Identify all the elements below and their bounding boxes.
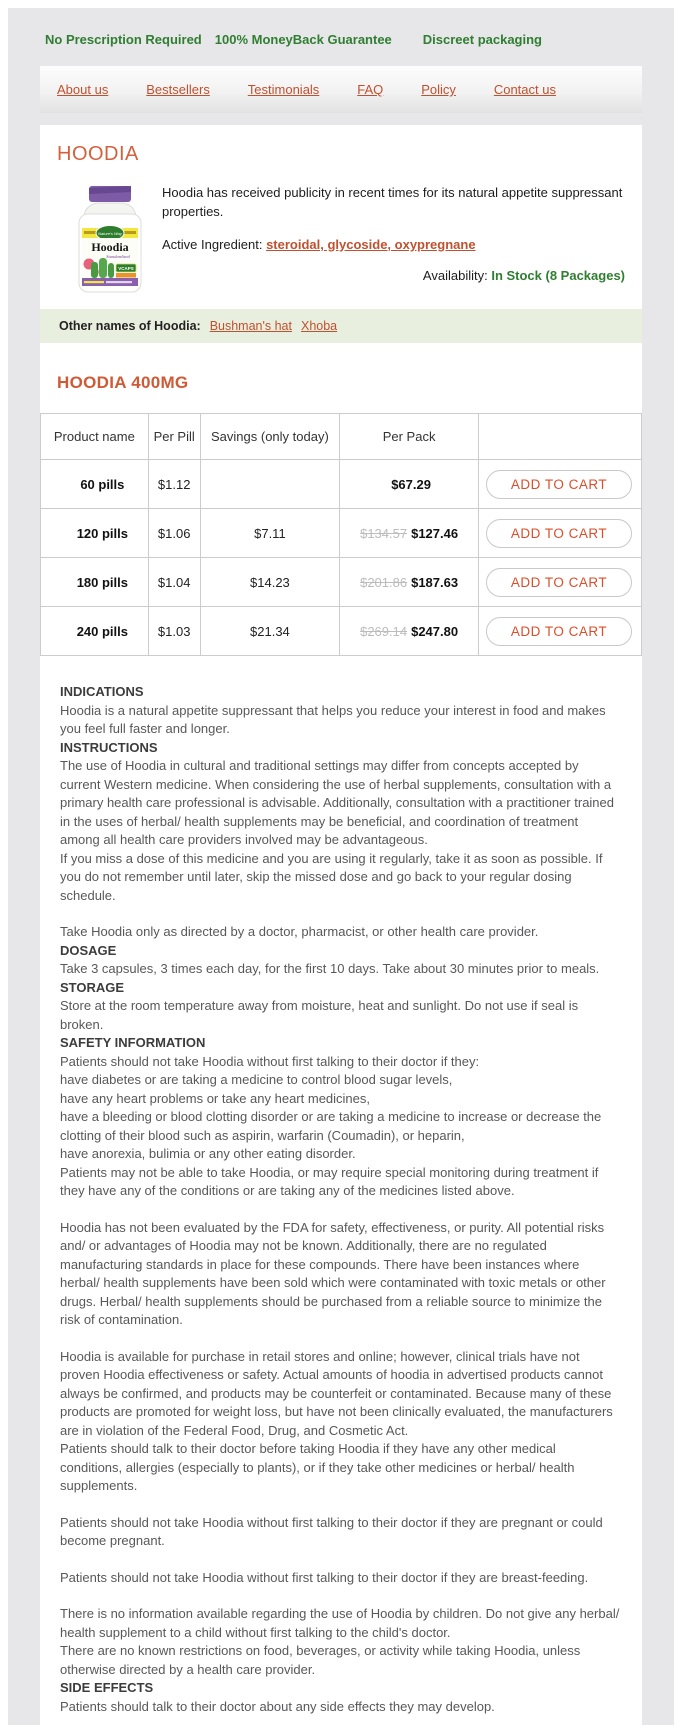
paragraph-spacer (60, 1330, 621, 1348)
section-paragraph: Take Hoodia only as directed by a doctor, pharmacist, or other health care provider. (60, 924, 539, 939)
column-savings: Savings (only today) (200, 414, 340, 460)
pack-name: 60 pills (41, 460, 149, 509)
paragraph-spacer (60, 1551, 621, 1569)
section-heading: INSTRUCTIONS (60, 739, 158, 755)
section-paragraph: have diabetes or are taking a medicine to control blood sugar levels, (60, 1072, 453, 1087)
section-paragraph: Hoodia has not been evaluated by the FDA for safety, effectiveness, or purity. All potential risks and/ or advantages of Hoodia may not be known. Additionally, there are no regulated manufacturing standards in place for these compounds. There have been instances where herbal/ health supplements have been sold which were contaminated with toxic metals or other drugs. Herbal/ health supplements should be purchased from a reliable source to minimize the risk of contamination. (60, 1219, 606, 1327)
active-ingredient-line (162, 237, 625, 252)
page-title: HOODIA (57, 143, 139, 165)
section-paragraph: Take 3 capsules, 3 times each day, for the first 10 days. Take about 30 minutes prior to meals. (60, 961, 600, 976)
add-to-cart-button[interactable]: ADD TO CART (486, 568, 632, 597)
pack-name: 180 pills (41, 558, 149, 607)
section-paragraph: Patients should not take Hoodia without first talking to their doctor if they: (60, 1053, 480, 1069)
old-price: $269.14 (360, 623, 408, 639)
pricing-header-row (41, 414, 642, 460)
section-paragraph: Patients should talk to their doctor about any side effects they may develop. (60, 1698, 495, 1714)
add-to-cart-button[interactable]: ADD TO CART (486, 519, 632, 548)
cart-cell (479, 558, 642, 607)
pricing-table (40, 413, 642, 656)
pack-name: 240 pills (41, 607, 149, 656)
savings-value: $21.34 (200, 607, 340, 656)
column-per-pill: Per Pill (148, 414, 200, 460)
svg-text:Nature's Way: Nature's Way (98, 231, 122, 236)
section-heading: SIDE EFFECTS (60, 1680, 154, 1695)
active-ingredient-label: Active Ingredient: (162, 236, 267, 252)
info-sections (57, 683, 625, 1716)
section-paragraph: Patients should not take Hoodia without first talking to their doctor if they are pregnant or could become pregnant. (60, 1514, 603, 1548)
hoodia-bottle-illustration (70, 184, 150, 294)
paragraph-spacer (60, 905, 621, 923)
other-name-xhoba[interactable]: Xhoba (300, 319, 338, 333)
nav-about-us[interactable]: About us (57, 82, 109, 97)
per-pack-price (340, 558, 479, 607)
other-names-label: Other names of Hoodia: (59, 319, 201, 333)
savings-value (200, 460, 340, 509)
availability-label: Availability: (422, 267, 492, 283)
section-paragraph: There are no known restrictions on food, beverages, or activity while taking Hoodia, unless otherwise directed by a health care provider. (60, 1643, 581, 1677)
product-description: Hoodia has received publicity in recent times for its natural appetite suppressant properties. (162, 185, 623, 219)
old-price: $201.86 (360, 574, 408, 590)
section-paragraph: The use of Hoodia in cultural and traditional settings may differ from concepts accepted by current Western medicine. When considering the use of herbal supplements, consultation with a primary health care professional is advisable. Additionally, consultation with a practitioner trained in the uses of herbal/ health supplements may be beneficial, and coordination of treatment among all health care providers involved may be advantageous. (60, 758, 614, 847)
section-paragraph: have any heart problems or take any heart medicines, (60, 1090, 371, 1106)
cart-cell (479, 509, 642, 558)
per-pill-price: $1.12 (148, 460, 200, 509)
current-price: $187.63 (411, 574, 459, 590)
nav-bestsellers[interactable]: Bestsellers (146, 82, 210, 97)
cart-cell (479, 607, 642, 656)
table-row-240-pills (41, 607, 642, 656)
badge-moneyback: 100% MoneyBack Guarantee (214, 31, 392, 47)
section-heading: DOSAGE (60, 942, 117, 958)
section-paragraph: Patients should not take Hoodia without first talking to their doctor if they are breast-feeding. (60, 1569, 589, 1585)
per-pack-price (340, 460, 479, 509)
nav-testimonials[interactable]: Testimonials (247, 82, 320, 97)
section-paragraph: Hoodia is available for purchase in retail stores and online; however, clinical trials have not proven Hoodia effectiveness or safety. Actual amounts of hoodia in advertised products cannot always be confirmed, and products may be counterfeit or contaminated. Because many of these products are promoted for weight loss, but have not been clinically evaluated, the manufacturers are in violation of the Federal Food, Drug, and Cosmetic Act. (60, 1348, 613, 1438)
old-price: $134.57 (360, 525, 408, 541)
cart-cell (479, 460, 642, 509)
section-paragraph: Patients may not be able to take Hoodia, or may require special monitoring during treatment if they have any of the conditions or are taking any of the medicines listed above. (60, 1164, 599, 1198)
nav-contact-us[interactable]: Contact us (493, 82, 556, 97)
per-pill-price: $1.03 (148, 607, 200, 656)
section-paragraph: have anorexia, bulimia or any other eating disorder. (60, 1146, 356, 1161)
per-pack-price (340, 607, 479, 656)
paragraph-spacer (60, 1496, 621, 1514)
other-name-bushmans-hat[interactable]: Bushman's hat (209, 319, 292, 333)
current-price: $67.29 (391, 476, 431, 492)
table-row-180-pills (41, 558, 642, 607)
section-paragraph: Store at the room temperature away from moisture, heat and sunlight. Do not use if seal is broken. (60, 998, 579, 1032)
product-image (70, 184, 150, 299)
paragraph-spacer (60, 1201, 621, 1219)
top-badge-bar (8, 8, 674, 50)
table-row-60-pills (41, 460, 642, 509)
add-to-cart-button[interactable]: ADD TO CART (486, 617, 632, 646)
section-heading: STORAGE (60, 979, 125, 995)
section-paragraph: Hoodia is a natural appetite suppressant that helps you reduce your interest in food and makes you feel full faster and longer. (60, 702, 606, 736)
section-heading: INDICATIONS (60, 684, 144, 699)
column-product-name: Product name (41, 414, 149, 460)
section-paragraph: have a bleeding or blood clotting disorder or are taking a medicine to increase or decrease the clotting of their blood such as aspirin, warfarin (Coumadin), or heparin, (60, 1109, 602, 1143)
other-names-strip (40, 309, 642, 343)
current-price: $127.46 (411, 525, 459, 541)
add-to-cart-button[interactable]: ADD TO CART (486, 470, 632, 499)
savings-value: $14.23 (200, 558, 340, 607)
svg-text:Hoodia: Hoodia (91, 240, 129, 254)
dosage-heading: HOODIA 400MG (57, 373, 189, 392)
savings-value: $7.11 (200, 509, 340, 558)
column-cart (479, 414, 642, 460)
content-card (40, 125, 642, 1736)
per-pack-price (340, 509, 479, 558)
product-info (162, 180, 625, 299)
section-paragraph: There is no information available regarding the use of Hoodia by children. Do not give any herbal/ health supplement to a child without first talking to the child's doctor. (60, 1606, 620, 1640)
badge-discreet: Discreet packaging (422, 31, 542, 47)
nav-policy[interactable]: Policy (421, 82, 456, 97)
availability-line (162, 268, 625, 283)
availability-status: In Stock (8 Packages) (491, 267, 625, 283)
badge-no-prescription: No Prescription Required (45, 31, 202, 47)
table-row-120-pills (41, 509, 642, 558)
section-paragraph: If you miss a dose of this medicine and you are using it regularly, take it as soon as possible. If you do not remember until later, skip the missed dose and go back to your regular dosing schedule. (60, 850, 603, 903)
per-pill-price: $1.06 (148, 509, 200, 558)
nav-faq[interactable]: FAQ (357, 82, 384, 97)
page-background (8, 8, 674, 1725)
paragraph-spacer (60, 1587, 621, 1605)
section-heading: SAFETY INFORMATION (60, 1035, 206, 1050)
active-ingredient-link[interactable]: steroidal, glycoside, oxypregnane (266, 236, 476, 252)
main-nav (40, 66, 642, 113)
pack-name: 120 pills (41, 509, 149, 558)
svg-text:VCAPS: VCAPS (118, 266, 134, 271)
section-paragraph: Patients should talk to their doctor before taking Hoodia if they have any other medical conditions, allergies (especially to plants), or if they take other medicines or herbal/ health supplements. (60, 1441, 575, 1493)
column-per-pack: Per Pack (340, 414, 479, 460)
product-summary (57, 180, 625, 299)
svg-text:Standardized: Standardized (106, 254, 130, 259)
current-price: $247.80 (411, 623, 459, 639)
per-pill-price: $1.04 (148, 558, 200, 607)
